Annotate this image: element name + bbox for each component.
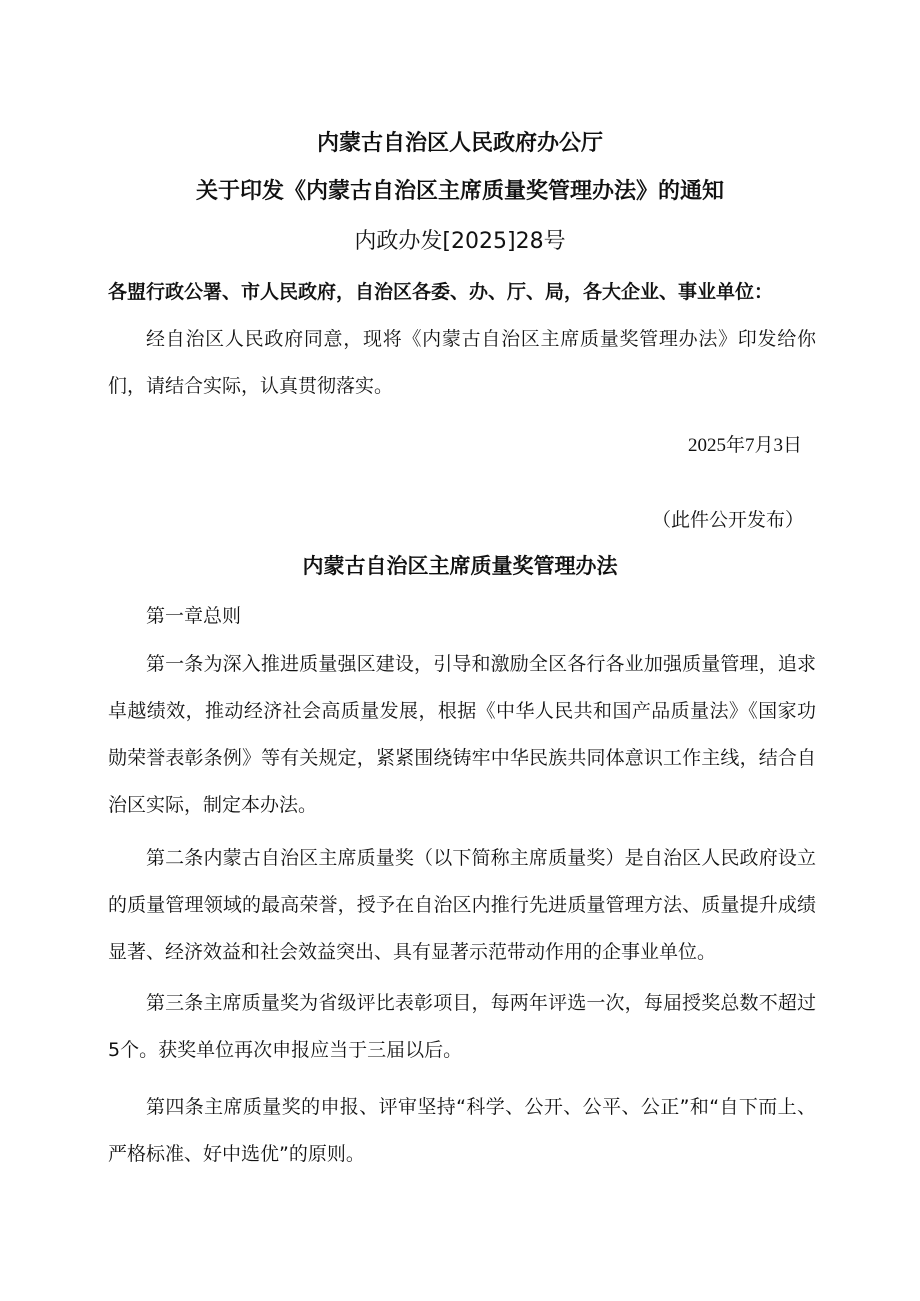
publication-note: （此件公开发布） — [651, 509, 804, 531]
addressee: 各盟行政公署、市人民政府，自治区各委、办、厅、局，各大企业、事业单位： — [108, 281, 774, 303]
article-1: 第一条为深入推进质量强区建设，引导和激励全区各行各业加强质量管理，追求卓越绩效，推动经济社会高质量发展，根据《中华人民共和国产品质量法》《国家功勋荣誉表彰条例》等有关规定，紧紧围绕铸牢中华民族共同体意识工作主线，结合自治区实际，制定本办法。 — [108, 653, 816, 816]
article-4: 第四条主席质量奖的申报、评审坚持“科学、公开、公平、公正”和“自下而上、严格标准、好中选优”的原则。 — [108, 1096, 816, 1165]
notice-body: 经自治区人民政府同意，现将《内蒙古自治区主席质量奖管理办法》印发给你们，请结合实际，认真贯彻落实。 — [108, 328, 816, 397]
article-3: 第三条主席质量奖为省级评比表彰项目，每两年评选一次，每届授奖总数不超过5个。获奖单位再次申报应当于三届以后。 — [108, 992, 816, 1061]
document-title-line1: 内蒙古自治区人民政府办公厅 — [316, 131, 603, 156]
chapter-heading: 第一章总则 — [146, 605, 242, 627]
issue-date: 2025年7月3日 — [687, 435, 802, 456]
document-title-line2: 关于印发《内蒙古自治区主席质量奖管理办法》的通知 — [195, 179, 724, 204]
article-2: 第二条内蒙古自治区主席质量奖（以下简称主席质量奖）是自治区人民政府设立的质量管理领域的最高荣誉，授予在自治区内推行先进质量管理方法、质量提升成绩显著、经济效益和社会效益突出、具有显著示范带动作用的企事业单位。 — [108, 847, 816, 963]
document-number: 内政办发[2025]28号 — [354, 229, 566, 254]
regulation-title: 内蒙古自治区主席质量奖管理办法 — [302, 554, 618, 578]
